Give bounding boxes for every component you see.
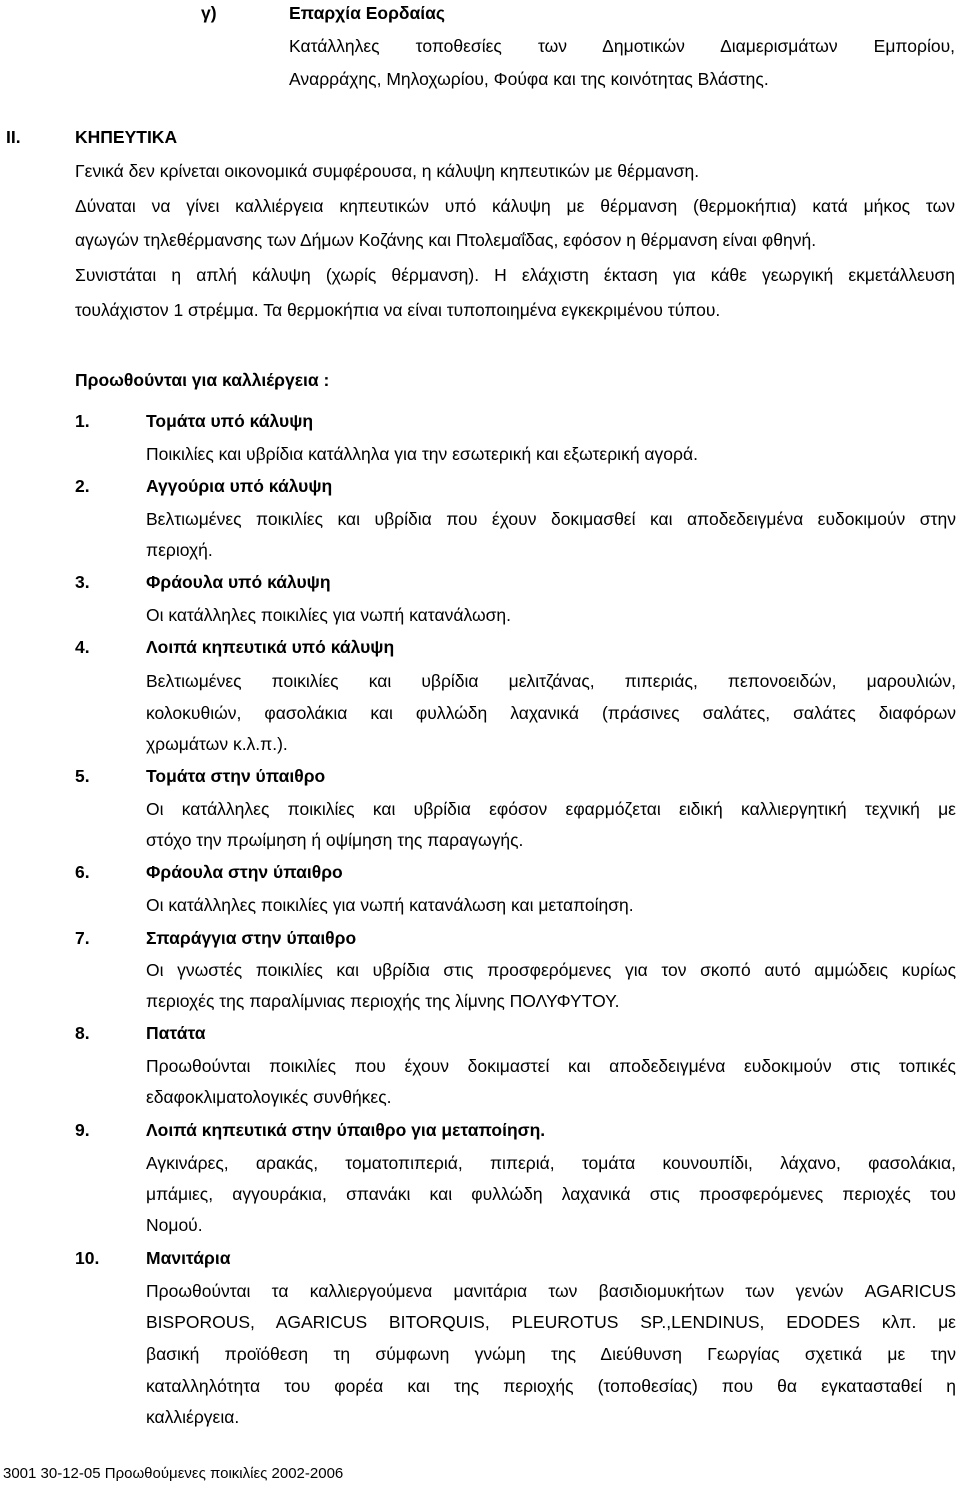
item-text-line: βασική προϊόθεση τη σύμφωνη γνώμη της Διεύθυνση Γεωργίας σχετικά με την [146,1344,956,1364]
item-text-line: BISPOROUS, AGARICUS BITORQUIS, PLEUROTUS SP.,LENDINUS, EDODES κλπ. με [146,1312,956,1332]
section-ii-label: ΙΙ. [6,127,21,147]
item-text-line: Βελτιωμένες ποικιλίες και υβρίδια που έχουν δοκιμασθεί και αποδεδειγμένα ευδοκιμούν στην [146,509,956,529]
item-title: Μανιτάρια [146,1248,231,1268]
item-text-line: Οι γνωστές ποικιλίες και υβρίδια στις προσφερόμενες για τον σκοπό αυτό αμμώδεις κυρίως [146,960,956,980]
item-text-line: κολοκυθιών, φασολάκια και φυλλώδη λαχανικά (πράσινες σαλάτες, σαλάτες διαφόρων [146,703,956,723]
promoted-heading: Προωθούνται για καλλιέργεια : [75,370,330,390]
item-text-line: Οι κατάλληλες ποικιλίες και υβρίδια εφόσον εφαρμόζεται ειδική καλλιεργητική τεχνική με [146,799,956,819]
item-number: 6. [75,862,90,882]
item-text-line: χρωμάτων κ.λ.π.). [146,734,288,754]
item-number: 4. [75,637,90,657]
item-title: Πατάτα [146,1023,206,1043]
item-text-line: εδαφοκλιματολογικές συνθήκες. [146,1087,392,1107]
item-text-line: μπάμιες, αγγουράκια, σπανάκι και φυλλώδη λαχανικά στις προσφερόμενες περιοχές του [146,1184,956,1204]
item-text-line: Αγκινάρες, αρακάς, τοματοπιπεριά, πιπεριά, τομάτα κουνουπίδι, λάχανο, φασολάκια, [146,1153,956,1173]
item-number: 3. [75,572,90,592]
item-number: 7. [75,928,90,948]
item-text-line: Βελτιωμένες ποικιλίες και υβρίδια μελιτζάνας, πιπεριάς, πεπονοειδών, μαρουλιών, [146,671,956,691]
item-text-line: Νομού. [146,1215,203,1235]
item-title: Τομάτα υπό κάλυψη [146,411,314,431]
item-text-line: καταλληλότητα του φορέα και της περιοχής (τοποθεσίας) που θα εγκατασταθεί η [146,1376,956,1396]
item-title: Σπαράγγια στην ύπαιθρο [146,928,357,948]
item-text-line: Προωθούνται ποικιλίες που έχουν δοκιμαστεί και αποδεδειγμένα ευδοκιμούν στις τοπικές [146,1056,956,1076]
page-footer: 3001 30-12-05 Προωθούμενες ποικιλίες 2002-2006 [3,1465,344,1482]
section-g-label: γ) [201,3,217,23]
section-g-line-2: Αναρράχης, Μηλοχωρίου, Φούφα και της κοινότητας Βλάστης. [289,69,769,89]
item-number: 2. [75,476,90,496]
section-ii-line-2: Δύναται να γίνει καλλιέργεια κηπευτικών υπό κάλυψη με θέρμανση (θερμοκήπια) κατά μήκος των [75,196,955,216]
section-ii-line-4: Συνιστάται η απλή κάλυψη (χωρίς θέρμανση). Η ελάχιστη έκταση για κάθε γεωργική εκμετάλλευση [75,265,955,285]
item-text-line: στόχο την πρωίμηση ή οψίμηση της παραγωγής. [146,830,524,850]
item-text-line: καλλιέργεια. [146,1407,240,1427]
item-number: 1. [75,411,90,431]
item-number: 9. [75,1120,90,1140]
item-title: Τομάτα στην ύπαιθρο [146,766,326,786]
item-number: 5. [75,766,90,786]
item-text-line: Οι κατάλληλες ποικιλίες για νωπή κατανάλωση και μεταποίηση. [146,895,634,915]
item-title: Φράουλα στην ύπαιθρο [146,862,343,882]
section-ii-line-1: Γενικά δεν κρίνεται οικονομικά συμφέρουσα, η κάλυψη κηπευτικών με θέρμανση. [75,161,700,181]
section-ii-title: ΚΗΠΕΥΤΙΚΑ [75,127,178,147]
section-ii-line-3: αγωγών τηλεθέρμανσης των Δήμων Κοζάνης και Πτολεμαΐδας, εφόσον η θέρμανση είναι φθηνή. [75,230,817,250]
item-title: Φράουλα υπό κάλυψη [146,572,331,592]
item-text-line: Ποικιλίες και υβρίδια κατάλληλα για την εσωτερική και εξωτερική αγορά. [146,444,698,464]
item-title: Αγγούρια υπό κάλυψη [146,476,333,496]
item-text-line: Οι κατάλληλες ποικιλίες για νωπή κατανάλωση. [146,605,511,625]
item-number: 8. [75,1023,90,1043]
item-number: 10. [75,1248,100,1268]
section-g-title: Επαρχία Εορδαίας [289,3,446,23]
section-g-line-1: Κατάλληλες τοποθεσίες των Δημοτικών Διαμερισμάτων Εμπορίου, [289,36,955,56]
item-title: Λοιπά κηπευτικά στην ύπαιθρο για μεταποίηση. [146,1120,546,1140]
item-text-line: περιοχή. [146,540,213,560]
item-text-line: περιοχές της παραλίμνιας περιοχής της λίμνης ΠΟΛΥΦΥΤΟΥ. [146,991,620,1011]
item-text-line: Προωθούνται τα καλλιεργούμενα μανιτάρια των βασιδιομυκήτων των γενών AGARICUS [146,1281,956,1301]
section-ii-line-5: τουλάχιστον 1 στρέμμα. Τα θερμοκήπια να είναι τυποποιημένα εγκεκριμένου τύπου. [75,300,721,320]
item-title: Λοιπά κηπευτικά υπό κάλυψη [146,637,395,657]
